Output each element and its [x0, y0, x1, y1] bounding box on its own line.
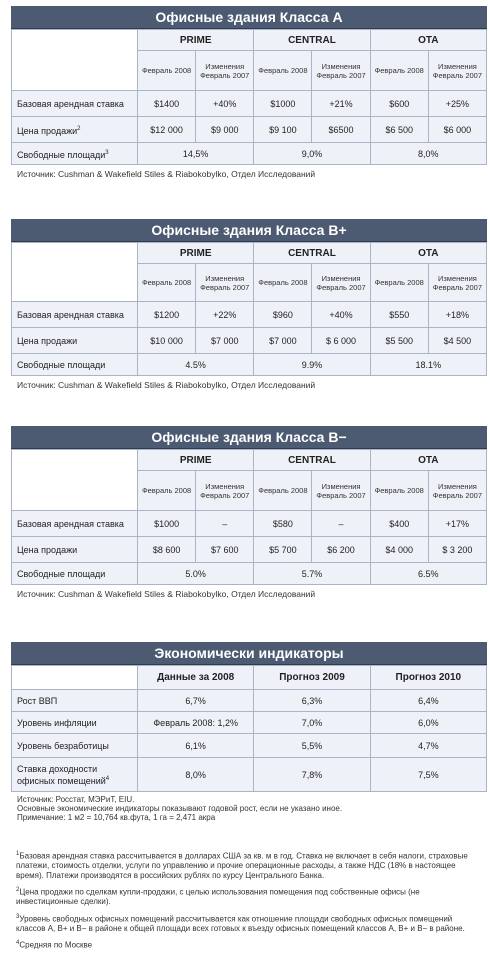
econ-source: Источник: Росстат, МЭРиТ, EIU. [17, 795, 135, 804]
sub-header: Февраль 2008 [370, 471, 428, 511]
table-cell: $6 500 [370, 117, 428, 143]
row-label: Уровень инфляции [12, 712, 138, 734]
corner-cell [12, 243, 138, 302]
footnote: $^2$Цена продажи по сделкам купли-продажи, с целью использования помещения под собственные офисы (не инвестиционные сделки). [16, 887, 420, 907]
table-cell: $ 3 200 [428, 537, 486, 563]
table-title: Офисные здания Класса А [11, 6, 487, 29]
table-title: Экономически индикаторы [11, 642, 487, 665]
vacancy-cell: 4.5% [138, 354, 254, 376]
office-table [11, 242, 487, 376]
sub-header: Изменения Февраль 2007 [428, 471, 486, 511]
table-cell: 6,7% [138, 690, 254, 712]
footnotes [16, 850, 481, 957]
table-cell: – [312, 511, 370, 537]
vacancy-cell: 9.9% [254, 354, 370, 376]
table-cell: $550 [370, 302, 428, 328]
table-class-b-plus [11, 219, 487, 394]
row-label: Базовая арендная ставка [12, 91, 138, 117]
table-cell: +40% [312, 302, 370, 328]
table-cell: $8 600 [138, 537, 196, 563]
table-cell: 7,8% [254, 758, 370, 792]
table-cell: $12 000 [138, 117, 196, 143]
source-note: Источник: Cushman & Wakefield Stiles & Riabokobylko, Отдел Исследований [17, 380, 316, 390]
table-cell: $6 000 [428, 117, 486, 143]
footnote: $^4$Средняя по Москве [16, 940, 93, 951]
group-header: CENTRAL [254, 30, 370, 51]
table-cell: $9 000 [196, 117, 254, 143]
econ-notes [11, 792, 487, 822]
column-header: Прогноз 2009 [254, 666, 370, 690]
column-header: Прогноз 2010 [370, 666, 486, 690]
table-cell: Февраль 2008: 1,2% [138, 712, 254, 734]
table-cell: – [196, 511, 254, 537]
row-label: Базовая арендная ставка [12, 302, 138, 328]
table-class-a [11, 6, 487, 183]
vacancy-cell: 9,0% [254, 143, 370, 165]
office-table [11, 29, 487, 165]
sub-header: Февраль 2008 [138, 264, 196, 302]
table-cell: 6,4% [370, 690, 486, 712]
sub-header: Февраль 2008 [254, 471, 312, 511]
table-cell: $ 6 000 [312, 328, 370, 354]
table-cell: 4,7% [370, 734, 486, 758]
group-header: PRIME [138, 30, 254, 51]
row-label: Свободные площади [12, 354, 138, 376]
vacancy-cell: 6.5% [370, 563, 486, 585]
table-cell: $1000 [254, 91, 312, 117]
sub-header: Февраль 2008 [370, 51, 428, 91]
sub-header: Изменения Февраль 2007 [196, 51, 254, 91]
table-cell: 7,5% [370, 758, 486, 792]
table-cell: 6,3% [254, 690, 370, 712]
sub-header: Изменения Февраль 2007 [196, 264, 254, 302]
sub-header: Февраль 2008 [370, 264, 428, 302]
table-cell: $400 [370, 511, 428, 537]
table-cell: $1000 [138, 511, 196, 537]
vacancy-cell: 5.0% [138, 563, 254, 585]
vacancy-cell: 5.7% [254, 563, 370, 585]
sub-header: Изменения Февраль 2007 [312, 264, 370, 302]
row-label: Базовая арендная ставка [12, 511, 138, 537]
group-header: CENTRAL [254, 243, 370, 264]
table-cell: 8,0% [138, 758, 254, 792]
group-header: OTA [370, 30, 486, 51]
table-cell: $10 000 [138, 328, 196, 354]
sub-header: Февраль 2008 [254, 264, 312, 302]
sub-header: Февраль 2008 [138, 471, 196, 511]
group-header: PRIME [138, 243, 254, 264]
table-cell: $580 [254, 511, 312, 537]
corner-cell [12, 450, 138, 511]
sub-header: Изменения Февраль 2007 [312, 471, 370, 511]
sub-header: Февраль 2008 [138, 51, 196, 91]
table-cell: +17% [428, 511, 486, 537]
corner-cell [12, 30, 138, 91]
table-cell: +22% [196, 302, 254, 328]
footnote: $^3$Уровень свободных офисных помещений рассчитывается как отношение площади свободных офисных помещений классов А, В+ и В− в районе к общей площади всех готовых к въезду офисных помещений классов А, В+ и В− в районе. [16, 913, 465, 933]
row-label: Цена продажи [12, 328, 138, 354]
row-label: Рост ВВП [12, 690, 138, 712]
table-cell: 5,5% [254, 734, 370, 758]
row-label: Свободные площади [12, 563, 138, 585]
row-label: Ставка доходности офисных помещений$^4$ [12, 758, 138, 792]
table-cell: +21% [312, 91, 370, 117]
table-class-b-minus [11, 426, 487, 603]
sub-header: Изменения Февраль 2007 [196, 471, 254, 511]
table-cell: $5 500 [370, 328, 428, 354]
table-cell: 7,0% [254, 712, 370, 734]
row-label: Свободные площади$^3$ [12, 143, 138, 165]
table-cell: $1400 [138, 91, 196, 117]
table-cell: $7 000 [254, 328, 312, 354]
row-label: Уровень безработицы [12, 734, 138, 758]
table-cell: 6,0% [370, 712, 486, 734]
table-cell: $7 600 [196, 537, 254, 563]
group-header: PRIME [138, 450, 254, 471]
table-cell: +18% [428, 302, 486, 328]
table-cell: $5 700 [254, 537, 312, 563]
sub-header: Февраль 2008 [254, 51, 312, 91]
vacancy-cell: 18.1% [370, 354, 486, 376]
column-header: Данные за 2008 [138, 666, 254, 690]
group-header: OTA [370, 243, 486, 264]
econ-note: Основные экономические индикаторы показывают годовой рост, если не указано иное. [17, 804, 343, 813]
vacancy-cell: 14,5% [138, 143, 254, 165]
table-title: Офисные здания Класса В− [11, 426, 487, 449]
table-cell: $960 [254, 302, 312, 328]
vacancy-cell: 8,0% [370, 143, 486, 165]
table-cell: $7 000 [196, 328, 254, 354]
table-cell: $4 000 [370, 537, 428, 563]
office-table [11, 449, 487, 585]
table-cell: $4 500 [428, 328, 486, 354]
source-note: Источник: Cushman & Wakefield Stiles & Riabokobylko, Отдел Исследований [17, 589, 316, 599]
econ-table [11, 665, 487, 792]
row-label: Цена продажи [12, 537, 138, 563]
group-header: CENTRAL [254, 450, 370, 471]
econ-note: Примечание: 1 м2 = 10,764 кв.фута, 1 га = 2,471 акра [17, 813, 216, 822]
sub-header: Изменения Февраль 2007 [312, 51, 370, 91]
table-cell: $6 200 [312, 537, 370, 563]
table-title: Офисные здания Класса В+ [11, 219, 487, 242]
corner-cell [12, 666, 138, 690]
group-header: OTA [370, 450, 486, 471]
table-cell: $600 [370, 91, 428, 117]
table-cell: $6500 [312, 117, 370, 143]
economic-indicators-table [11, 642, 487, 822]
table-cell: +40% [196, 91, 254, 117]
table-cell: +25% [428, 91, 486, 117]
footnote: $^1$Базовая арендная ставка рассчитывается в долларах США за кв. м в год. Ставка не включает в себя налоги, страховые платежи, стоимость отделки, услуги по управлению и прочие операционные расходы, а также НДС (18% в настоящее время). Платежи производятся в российских рублях по курсу Центрального Банка. [16, 851, 468, 880]
row-label: Цена продажи$^2$ [12, 117, 138, 143]
table-cell: 6,1% [138, 734, 254, 758]
sub-header: Изменения Февраль 2007 [428, 264, 486, 302]
source-note: Источник: Cushman & Wakefield Stiles & Riabokobylko, Отдел Исследований [17, 169, 316, 179]
table-cell: $9 100 [254, 117, 312, 143]
table-cell: $1200 [138, 302, 196, 328]
sub-header: Изменения Февраль 2007 [428, 51, 486, 91]
